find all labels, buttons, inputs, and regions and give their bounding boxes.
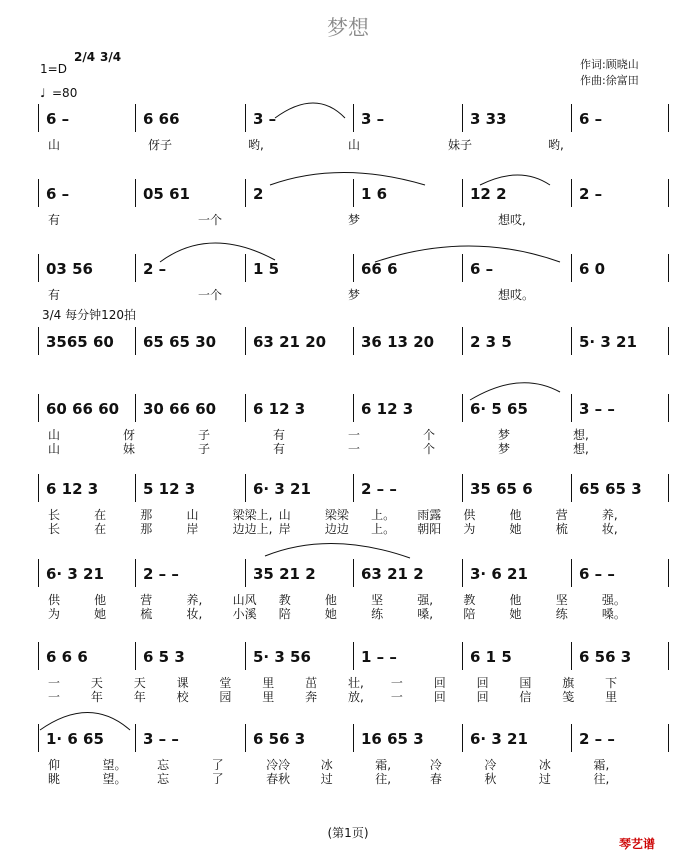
lyric-syllable: 山 <box>348 138 361 152</box>
lyric-syllable: 有 <box>48 288 61 302</box>
barline <box>353 254 354 282</box>
barline <box>571 394 572 422</box>
lyric-syllable: 想, <box>573 442 589 456</box>
lyric-syllable: 妆, <box>601 522 618 536</box>
composer-credit: 作曲:徐富田 <box>580 74 639 87</box>
barline <box>462 724 463 752</box>
lyric-syllable: 冷 <box>429 758 442 772</box>
barline <box>245 724 246 752</box>
measure: 5· 3 56 <box>253 648 311 666</box>
measure: 35 65 6 <box>470 480 533 498</box>
measure: 3· 6 21 <box>470 565 528 583</box>
measure: 6 56 3 <box>579 648 632 666</box>
lyric-syllable: 年 <box>133 690 146 704</box>
lyric-syllable: 长 <box>48 522 61 536</box>
lyric-syllable: 养, <box>601 508 618 522</box>
barline <box>571 327 572 355</box>
barline <box>668 642 669 670</box>
measure: 6 6 6 <box>46 648 88 666</box>
barline <box>38 642 39 670</box>
barline <box>668 254 669 282</box>
lyric-syllable: 一 <box>390 676 403 690</box>
lyric-syllable: 一个 <box>198 213 223 227</box>
barline <box>571 104 572 132</box>
measure: 63 21 2 <box>361 565 424 583</box>
lyric-syllable: 岸 <box>278 522 291 536</box>
barline <box>668 179 669 207</box>
lyric-syllable: 天 <box>133 676 146 690</box>
lyric-syllable: 山 <box>186 508 199 522</box>
lyric-syllable: 子 <box>198 428 211 442</box>
measure: 6 66 <box>143 110 180 128</box>
lyric-syllable: 坚 <box>371 593 384 607</box>
lyric-syllable: 里 <box>605 690 618 704</box>
lyric-syllable: 哟, <box>248 138 264 152</box>
barline <box>135 559 136 587</box>
tempo-change: 3/4 每分钟120拍 <box>42 308 137 322</box>
lyric-syllable: 她 <box>324 607 337 621</box>
lyric-syllable: 妹 <box>123 442 136 456</box>
measure: 6· 3 21 <box>46 565 104 583</box>
lyric-syllable: 梳 <box>140 607 153 621</box>
lyric-syllable: 梦 <box>348 288 361 302</box>
barline <box>38 559 39 587</box>
tempo-marking: =80 <box>52 86 78 100</box>
lyric-syllable: 他 <box>509 508 522 522</box>
measure: 60 66 60 <box>46 400 120 418</box>
lyric-syllable: 秋 <box>484 772 497 786</box>
lyric-syllable: 有 <box>273 428 286 442</box>
lyric-syllable: 眺 <box>48 772 61 786</box>
lyric-syllable: 有 <box>48 213 61 227</box>
barline <box>135 254 136 282</box>
measure: 1 6 <box>361 185 388 203</box>
measure: 6· 3 21 <box>470 730 528 748</box>
measure: 3 – – <box>143 730 179 748</box>
lyric-syllable: 园 <box>219 690 232 704</box>
lyric-syllable: 长 <box>48 508 61 522</box>
lyric-syllable: 回 <box>476 690 489 704</box>
barline <box>245 254 246 282</box>
lyric-syllable: 望。 <box>102 772 127 786</box>
lyric-syllable: 过 <box>320 772 333 786</box>
measure: 6 5 3 <box>143 648 185 666</box>
measure: 5· 3 21 <box>579 333 637 351</box>
lyric-syllable: 养, <box>186 593 203 607</box>
measure: 6 – <box>46 185 70 203</box>
lyricist-credit: 作词:顾晓山 <box>580 58 639 71</box>
lyric-syllable: 坚 <box>555 593 568 607</box>
lyric-syllable: 上。 <box>371 508 396 522</box>
barline <box>245 642 246 670</box>
barline <box>571 179 572 207</box>
measure: 3565 60 <box>46 333 114 351</box>
measure: 2 3 5 <box>470 333 512 351</box>
lyric-syllable: 校 <box>176 690 189 704</box>
measure: 36 13 20 <box>361 333 435 351</box>
measure: 6 56 3 <box>253 730 306 748</box>
barline <box>462 474 463 502</box>
quarter-note-icon: ♩ <box>40 86 46 100</box>
lyric-syllable: 山 <box>48 138 61 152</box>
lyric-syllable: 冰 <box>538 758 551 772</box>
barline <box>668 724 669 752</box>
barline <box>38 179 39 207</box>
measure: 2 <box>253 185 264 203</box>
lyric-syllable: 春 <box>429 772 442 786</box>
measure: 6 – <box>579 110 603 128</box>
lyric-syllable: 练 <box>555 607 568 621</box>
measure: 3 33 <box>470 110 507 128</box>
barline <box>353 394 354 422</box>
lyric-syllable: 忘 <box>157 772 170 786</box>
barline <box>135 724 136 752</box>
lyric-syllable: 回 <box>476 676 489 690</box>
barline <box>462 327 463 355</box>
lyric-syllable: 营 <box>555 508 568 522</box>
barline <box>668 559 669 587</box>
measure: 6 – <box>46 110 70 128</box>
lyric-syllable: 春秋 <box>266 772 291 786</box>
barline <box>668 104 669 132</box>
barline <box>571 474 572 502</box>
site-logo: 琴艺谱 <box>619 837 656 851</box>
lyric-syllable: 伢 <box>123 428 136 442</box>
lyric-syllable: 天 <box>90 676 103 690</box>
page-number: (第1页) <box>327 826 369 840</box>
lyric-syllable: 那 <box>140 508 153 522</box>
measure: 6 – <box>470 260 494 278</box>
measure: 66 6 <box>361 260 398 278</box>
barline <box>353 474 354 502</box>
lyric-syllable: 望。 <box>102 758 127 772</box>
lyric-syllable: 下 <box>605 676 618 690</box>
barline <box>245 394 246 422</box>
barline <box>571 642 572 670</box>
lyric-syllable: 山 <box>48 428 61 442</box>
lyric-syllable: 想哎, <box>498 213 526 227</box>
measure: 5 12 3 <box>143 480 196 498</box>
measure: 2 – <box>143 260 167 278</box>
lyric-syllable: 他 <box>509 593 522 607</box>
barline <box>38 394 39 422</box>
measure: 1 – – <box>361 648 397 666</box>
lyric-syllable: 在 <box>94 522 107 536</box>
measure: 6· 3 21 <box>253 480 311 498</box>
time-signature-1: 2/4 <box>74 50 96 64</box>
lyric-syllable: 回 <box>433 676 446 690</box>
barline <box>668 474 669 502</box>
measure: 16 65 3 <box>361 730 424 748</box>
barline <box>353 104 354 132</box>
barline <box>462 394 463 422</box>
lyric-syllable: 强。 <box>601 593 626 607</box>
barline <box>245 559 246 587</box>
measure: 6 12 3 <box>253 400 306 418</box>
lyric-syllable: 想哎。 <box>498 288 535 302</box>
lyric-syllable: 霜, <box>375 758 392 772</box>
lyric-syllable: 山 <box>48 442 61 456</box>
lyric-syllable: 了 <box>211 772 224 786</box>
measure: 2 – – <box>579 730 615 748</box>
measure: 2 – – <box>143 565 179 583</box>
lyric-syllable: 茁 <box>305 676 318 690</box>
lyric-syllable: 有 <box>273 442 286 456</box>
barline <box>571 559 572 587</box>
lyric-syllable: 壮, <box>348 676 364 690</box>
lyric-syllable: 梦 <box>498 442 511 456</box>
measure: 2 – – <box>361 480 397 498</box>
lyric-syllable: 往, <box>593 772 610 786</box>
lyric-syllable: 一个 <box>198 288 223 302</box>
lyric-syllable: 冷 <box>484 758 497 772</box>
barline <box>353 724 354 752</box>
barline <box>38 327 39 355</box>
barline <box>245 474 246 502</box>
measure: 1 5 <box>253 260 280 278</box>
page-title: 梦想 <box>327 16 369 40</box>
barline <box>38 724 39 752</box>
lyric-syllable: 他 <box>324 593 337 607</box>
lyric-syllable: 冰 <box>320 758 333 772</box>
lyric-syllable: 岸 <box>186 522 199 536</box>
lyric-syllable: 陪 <box>463 607 476 621</box>
barline <box>462 642 463 670</box>
measure: 6 1 5 <box>470 648 512 666</box>
barline <box>462 254 463 282</box>
lyric-syllable: 她 <box>509 522 522 536</box>
lyric-syllable: 回 <box>433 690 446 704</box>
lyric-syllable: 堂 <box>219 676 232 690</box>
measure: 6 12 3 <box>361 400 414 418</box>
lyric-syllable: 雨露 <box>417 508 442 522</box>
barline <box>38 254 39 282</box>
lyric-syllable: 在 <box>94 508 107 522</box>
measure: 12 2 <box>470 185 507 203</box>
lyric-syllable: 为 <box>48 607 61 621</box>
barline <box>38 474 39 502</box>
measure: 03 56 <box>46 260 93 278</box>
lyric-syllable: 供 <box>48 593 61 607</box>
lyric-syllable: 一 <box>48 690 61 704</box>
lyric-syllable: 忘 <box>157 758 170 772</box>
lyric-syllable: 旗 <box>562 676 575 690</box>
barline <box>668 327 669 355</box>
lyric-syllable: 强, <box>417 593 434 607</box>
lyric-syllable: 了 <box>211 758 224 772</box>
barline <box>135 327 136 355</box>
lyric-syllable: 山 <box>278 508 291 522</box>
lyric-syllable: 国 <box>519 676 532 690</box>
lyric-syllable: 练 <box>371 607 384 621</box>
measure: 6 – – <box>579 565 615 583</box>
measure: 65 65 30 <box>143 333 217 351</box>
lyric-syllable: 他 <box>94 593 107 607</box>
measure: 30 66 60 <box>143 400 217 418</box>
lyric-syllable: 嗓, <box>417 607 434 621</box>
lyric-syllable: 上。 <box>371 522 396 536</box>
key-signature: 1=D <box>40 62 67 76</box>
measure: 3 – – <box>579 400 615 418</box>
lyric-syllable: 里 <box>262 676 275 690</box>
measure: 6 0 <box>579 260 606 278</box>
barline <box>245 327 246 355</box>
lyric-syllable: 为 <box>463 522 476 536</box>
lyric-syllable: 仰 <box>48 758 61 772</box>
lyric-syllable: 个 <box>423 428 436 442</box>
lyric-syllable: 陪 <box>278 607 291 621</box>
lyric-syllable: 课 <box>176 676 189 690</box>
lyric-syllable: 哟, <box>548 138 564 152</box>
lyric-syllable: 边边 <box>324 522 349 536</box>
lyric-syllable: 她 <box>94 607 107 621</box>
measure: 6· 5 65 <box>470 400 528 418</box>
lyric-syllable: 冷冷 <box>266 758 291 772</box>
lyric-syllable: 教 <box>278 593 291 607</box>
lyric-syllable: 奔 <box>305 690 318 704</box>
barline <box>135 394 136 422</box>
barline <box>668 394 669 422</box>
measure: 3 – <box>361 110 385 128</box>
lyric-syllable: 霜, <box>593 758 610 772</box>
time-signature-2: 3/4 <box>100 50 122 64</box>
lyric-syllable: 妆, <box>186 607 203 621</box>
measure: 3 – <box>253 110 277 128</box>
lyric-syllable: 那 <box>140 522 153 536</box>
barline <box>353 642 354 670</box>
measure: 05 61 <box>143 185 190 203</box>
lyric-syllable: 伢子 <box>148 138 173 152</box>
lyric-syllable: 山风 <box>232 593 257 607</box>
barline <box>353 559 354 587</box>
lyric-syllable: 教 <box>463 593 476 607</box>
lyric-syllable: 一 <box>390 690 403 704</box>
measure: 1· 6 65 <box>46 730 104 748</box>
barline <box>38 104 39 132</box>
lyric-syllable: 个 <box>423 442 436 456</box>
measure: 35 21 2 <box>253 565 316 583</box>
barline <box>353 327 354 355</box>
measure: 65 65 3 <box>579 480 642 498</box>
barline <box>135 474 136 502</box>
lyric-syllable: 梳 <box>555 522 568 536</box>
lyric-syllable: 子 <box>198 442 211 456</box>
lyric-syllable: 梁梁上, <box>232 508 273 522</box>
lyric-syllable: 过 <box>538 772 551 786</box>
barline <box>462 559 463 587</box>
measure: 6 12 3 <box>46 480 99 498</box>
lyric-syllable: 她 <box>509 607 522 621</box>
lyric-syllable: 放, <box>348 690 364 704</box>
lyric-syllable: 一 <box>348 442 361 456</box>
lyric-syllable: 梦 <box>348 213 361 227</box>
lyric-syllable: 嗓。 <box>601 607 626 621</box>
lyric-syllable: 信 <box>519 690 532 704</box>
measure: 63 21 20 <box>253 333 327 351</box>
barline <box>245 179 246 207</box>
lyric-syllable: 边边上, <box>232 522 273 536</box>
lyric-syllable: 供 <box>463 508 476 522</box>
lyric-syllable: 往, <box>375 772 392 786</box>
lyric-syllable: 想, <box>573 428 589 442</box>
lyric-syllable: 年 <box>90 690 103 704</box>
barline <box>135 104 136 132</box>
lyric-syllable: 梦 <box>498 428 511 442</box>
lyric-syllable: 里 <box>262 690 275 704</box>
barline <box>571 254 572 282</box>
lyric-syllable: 营 <box>140 593 153 607</box>
measure: 2 – <box>579 185 603 203</box>
lyric-syllable: 妹子 <box>448 138 473 152</box>
barline <box>135 179 136 207</box>
lyric-syllable: 笺 <box>562 690 575 704</box>
lyric-syllable: 梁梁 <box>324 508 349 522</box>
barline <box>462 179 463 207</box>
barline <box>135 642 136 670</box>
barline <box>353 179 354 207</box>
lyric-syllable: 朝阳 <box>417 522 442 536</box>
lyric-syllable: 一 <box>348 428 361 442</box>
lyric-syllable: 一 <box>48 676 61 690</box>
lyric-syllable: 小溪 <box>232 607 257 621</box>
barline <box>462 104 463 132</box>
barline <box>571 724 572 752</box>
barline <box>245 104 246 132</box>
